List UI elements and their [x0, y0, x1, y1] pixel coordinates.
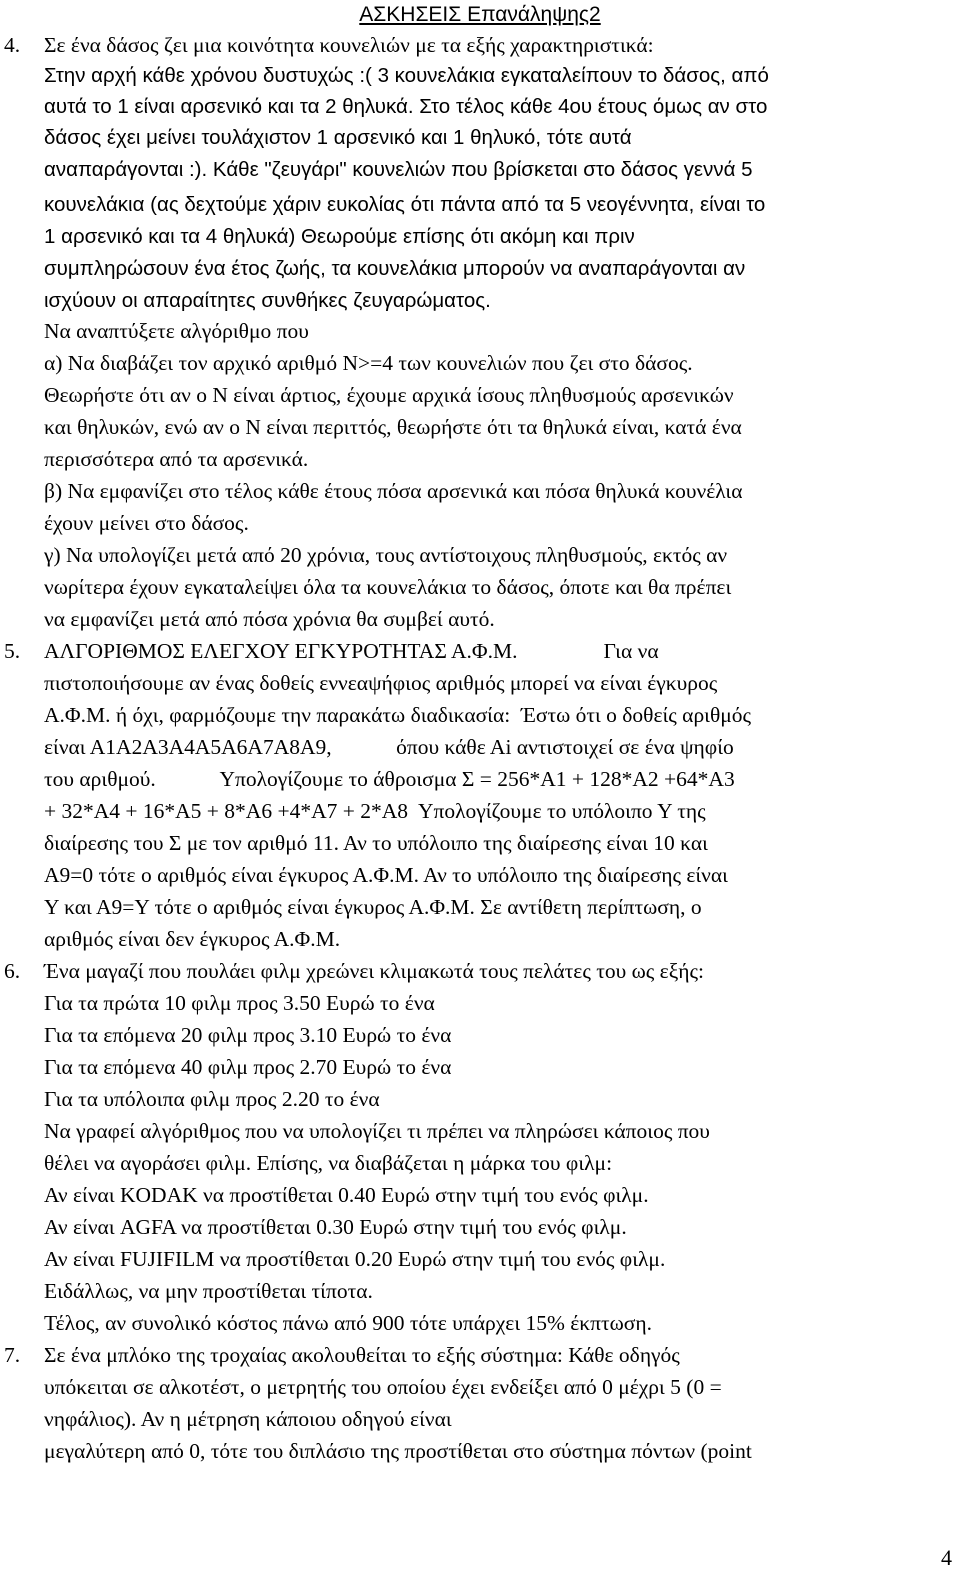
text-line: έχουν μείνει στο δάσος.: [44, 511, 249, 535]
text-line: αυτά το 1 είναι αρσενικό και τα 2 θηλυκά. Στο τέλος κάθε 4ου έτους όμως αν στο: [44, 95, 768, 118]
text-line: Υ και Α9=Υ τότε ο αριθμός είναι έγκυρος Α.Φ.Μ. Σε αντίθετη περίπτωση, ο: [44, 895, 702, 919]
text-line: Να αναπτύξετε αλγόριθμο που: [44, 319, 309, 343]
text-line: συμπληρώσουν ένα έτος ζωής, τα κουνελάκια μπορούν να αναπαράγονται αν: [44, 257, 746, 280]
text-line: αριθμός είναι δεν έγκυρος Α.Φ.Μ.: [44, 927, 341, 951]
text-line: Στην αρχή κάθε χρόνου δυστυχώς :( 3 κουνελάκια εγκαταλείπουν το δάσος, από: [44, 64, 769, 87]
text-line: + 32*Α4 + 16*Α5 + 8*Α6 +4*Α7 + 2*Α8 Υπολογίζουμε το υπόλοιπο Υ της: [44, 799, 706, 823]
text-line: δάσος έχει μείνει τουλάχιστον 1 αρσενικό και 1 θηλυκό, τότε αυτά: [44, 126, 632, 149]
text-line: ισχύουν οι απαραίτητες συνθήκες ζευγαρώματος.: [44, 289, 491, 312]
text-line: Τέλος, αν συνολικό κόστος πάνω από 900 τότε υπάρχει 15% έκπτωση.: [44, 1311, 652, 1335]
item-number-5: 5.: [4, 639, 21, 663]
text-line: νωρίτερα έχουν εγκαταλείψει όλα τα κουνελάκια το δάσος, όποτε και θα πρέπει: [44, 575, 732, 599]
text-line: υπόκειται σε αλκοτέστ, ο μετρητής του οποίου έχει ενδείξει από 0 μέχρι 5 (0 =: [44, 1375, 722, 1399]
text-line: α) Να διαβάζει τον αρχικό αριθμό Ν>=4 των κουνελιών που ζει στο δάσος.: [44, 351, 693, 375]
text-line: νηφάλιος). Αν η μέτρηση κάποιου οδηγού είναι: [44, 1407, 452, 1431]
text-line: να εμφανίζει μετά από πόσα χρόνια θα συμβεί αυτό.: [44, 607, 495, 631]
page-title: ΑΣΚΗΣΕΙΣ Επανάληψης2: [359, 3, 601, 26]
text-line: Σε ένα μπλόκο της τροχαίας ακολουθείται το εξής σύστημα: Κάθε οδηγός: [44, 1343, 680, 1367]
text-line: Για τα επόμενα 40 φιλμ προς 2.70 Ευρώ το ένα: [44, 1055, 452, 1079]
text-line: Να γραφεί αλγόριθμος που να υπολογίζει τι πρέπει να πληρώσει κάποιος που: [44, 1119, 710, 1143]
text-line: Αν είναι KODAK να προστίθεται 0.40 Ευρώ στην τιμή του ενός φιλμ.: [44, 1183, 649, 1207]
text-line: πιστοποιήσουμε αν ένας δοθείς εννεαψήφιος αριθμός μπορεί να είναι έγκυρος: [44, 671, 718, 695]
item-number-4: 4.: [4, 33, 21, 57]
text-line: Α9=0 τότε ο αριθμός είναι έγκυρος Α.Φ.Μ. Αν το υπόλοιπο της διαίρεσης είναι: [44, 863, 728, 887]
text-line: περισσότερα από τα αρσενικά.: [44, 447, 309, 471]
text-line: ΑΛΓΟΡΙΘΜΟΣ ΕΛΕΓΧΟΥ ΕΓΚΥΡΟΤΗΤΑΣ Α.Φ.Μ. Για να: [44, 639, 659, 663]
text-line: Ειδάλλως, να μην προστίθεται τίποτα.: [44, 1279, 373, 1303]
item-number-6: 6.: [4, 959, 21, 983]
text-line: Για τα πρώτα 10 φιλμ προς 3.50 Ευρώ το ένα: [44, 991, 435, 1015]
page-number: 4: [941, 1545, 952, 1570]
text-line: Σε ένα δάσος ζει μια κοινότητα κουνελιών με τα εξής χαρακτηριστικά:: [44, 33, 654, 57]
text-line: κουνελάκια (ας δεχτούμε χάριν ευκολίας ότι πάντα από τα 5 νεογέννητα, είναι το: [44, 193, 766, 216]
item-number-7: 7.: [4, 1343, 21, 1367]
text-line: του αριθμού. Υπολογίζουμε το άθροισμα Σ = 256*Α1 + 128*Α2 +64*Α3: [44, 767, 735, 791]
text-line: β) Να εμφανίζει στο τέλος κάθε έτους πόσα αρσενικά και πόσα θηλυκά κουνέλια: [44, 479, 743, 503]
text-line: Α.Φ.Μ. ή όχι, φαρμόζουμε την παρακάτω διαδικασία: Έστω ότι ο δοθείς αριθμός: [44, 703, 752, 727]
text-line: 1 αρσενικό και τα 4 θηλυκά) Θεωρούμε επίσης ότι ακόμη και πριν: [44, 225, 635, 248]
text-line: Ένα μαγαζί που πουλάει φιλμ χρεώνει κλιμακωτά τους πελάτες του ως εξής:: [44, 959, 705, 983]
text-line: μεγαλύτερη από 0, τότε του διπλάσιο της προστίθεται στο σύστημα πόντων (point: [44, 1439, 752, 1463]
text-line: γ) Να υπολογίζει μετά από 20 χρόνια, τους αντίστοιχους πληθυσμούς, εκτός αν: [44, 543, 728, 567]
text-line: Αν είναι AGFA να προστίθεται 0.30 Ευρώ στην τιμή του ενός φιλμ.: [44, 1215, 627, 1239]
text-line: είναι Α1Α2Α3Α4Α5Α6Α7Α8Α9, όπου κάθε Αi αντιστοιχεί σε ένα ψηφίο: [44, 735, 734, 759]
text-line: διαίρεσης του Σ με τον αριθμό 11. Αν το υπόλοιπο της διαίρεσης είναι 10 και: [44, 831, 708, 855]
text-line: Θεωρήστε ότι αν ο Ν είναι άρτιος, έχουμε αρχικά ίσους πληθυσμούς αρσενικών: [44, 383, 734, 407]
text-line: Για τα επόμενα 20 φιλμ προς 3.10 Ευρώ το ένα: [44, 1023, 452, 1047]
text-line: θέλει να αγοράσει φιλμ. Επίσης, να διαβάζεται η μάρκα του φιλμ:: [44, 1151, 613, 1175]
text-line: και θηλυκών, ενώ αν ο Ν είναι περιττός, θεωρήστε ότι τα θηλυκά είναι, κατά ένα: [44, 415, 742, 439]
text-line: Για τα υπόλοιπα φιλμ προς 2.20 το ένα: [44, 1087, 380, 1111]
text-line: αναπαράγονται :). Κάθε "ζευγάρι" κουνελιών που βρίσκεται στο δάσος γεννά 5: [44, 158, 753, 181]
text-line: Αν είναι FUJIFILM να προστίθεται 0.20 Ευρώ στην τιμή του ενός φιλμ.: [44, 1247, 666, 1271]
